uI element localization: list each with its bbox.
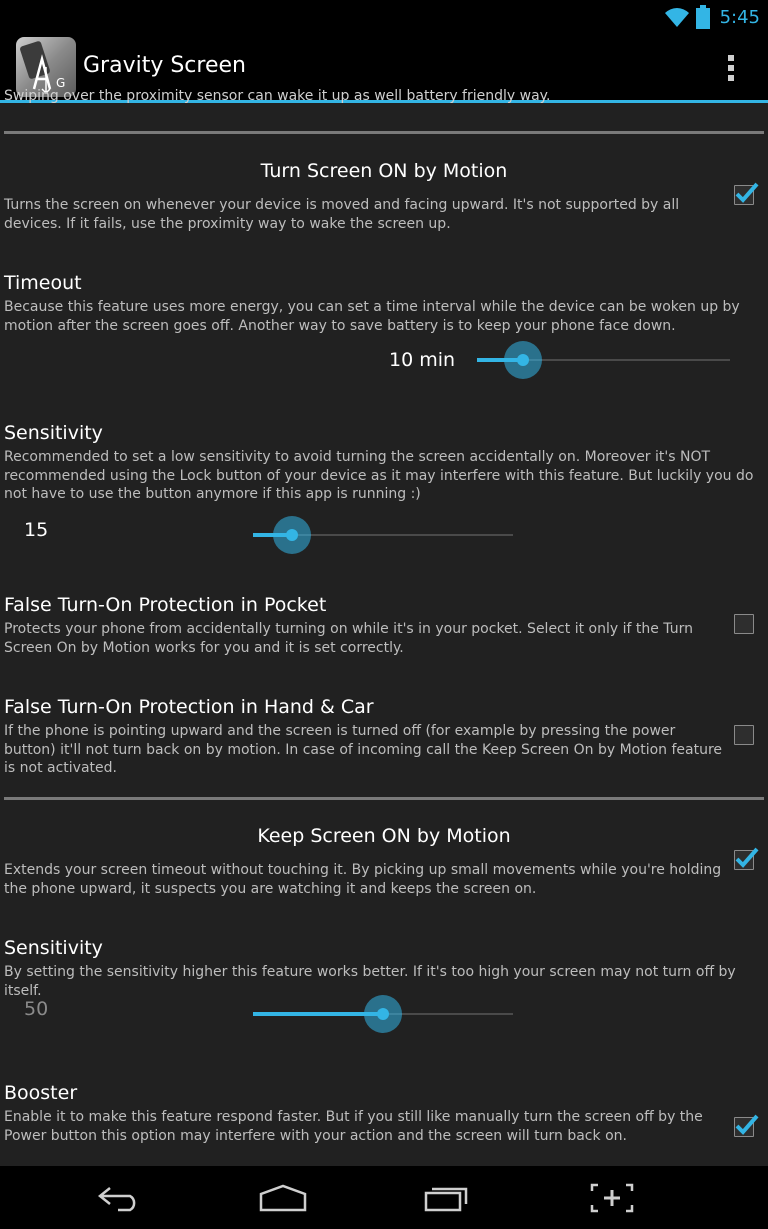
- booster-checkbox[interactable]: [734, 1117, 754, 1137]
- svg-text:G: G: [56, 76, 66, 90]
- booster-title: Booster: [4, 1082, 78, 1104]
- settings-list[interactable]: [0, 103, 768, 1166]
- keep-on-sensitivity-summary: By setting the sensitivity higher this feature works better. If it's too high your screen may not turn off by itself.: [4, 964, 736, 999]
- hand-car-protection-title: False Turn-On Protection in Hand & Car: [4, 696, 374, 718]
- keep-on-summary: Extends your screen timeout without touching it. By picking up small movements while you're holding the phone upward, it suspects you are watching it and keeps the screen on.: [4, 862, 722, 897]
- status-icons: [664, 4, 760, 30]
- keep-on-sensitivity-slider[interactable]: [253, 1013, 513, 1015]
- status-clock: 5:45: [719, 6, 760, 28]
- booster-summary: Enable it to make this feature respond faster. But if you still like manually turn the screen off by the Power button this option may interfere with your action and the screen will turn back on.: [4, 1109, 703, 1144]
- status-bar: [0, 0, 768, 33]
- pocket-protection-summary: Protects your phone from accidentally turning on while it's in your pocket. Select it only if the Turn Screen On by Motion works for you and it is set correctly.: [4, 621, 693, 656]
- turn-on-sensitivity-title: Sensitivity: [4, 422, 103, 444]
- turn-on-sensitivity-value: 15: [24, 519, 49, 541]
- wifi-icon: [664, 6, 690, 28]
- turn-on-sensitivity-slider-thumb[interactable]: [273, 516, 311, 554]
- turn-on-summary: Turns the screen on whenever your device is moved and facing upward. It's not supported by all devices. If it fails, use the proximity way to wake the screen up.: [4, 197, 680, 232]
- overflow-menu-icon[interactable]: [718, 51, 744, 85]
- back-icon[interactable]: [96, 1182, 144, 1212]
- keep-on-sensitivity-title: Sensitivity: [4, 937, 103, 959]
- timeout-value: 10 min: [389, 349, 456, 371]
- pocket-protection-title: False Turn-On Protection in Pocket: [4, 594, 327, 616]
- keep-on-header: Keep Screen ON by Motion: [257, 825, 511, 847]
- check-icon: [733, 845, 759, 871]
- check-icon: [733, 180, 759, 206]
- timeout-summary: Because this feature uses more energy, you can set a time interval while the device can be woken up by motion after the screen goes off. Another way to save battery is to keep your phone face down.: [4, 299, 740, 334]
- timeout-slider-thumb[interactable]: [504, 341, 542, 379]
- timeout-slider[interactable]: [477, 359, 730, 361]
- keep-on-sensitivity-slider-thumb[interactable]: [364, 995, 402, 1033]
- section-divider: [4, 131, 764, 134]
- pocket-protection-checkbox[interactable]: [734, 614, 754, 634]
- turn-on-checkbox[interactable]: [734, 185, 754, 205]
- check-icon: [733, 1112, 759, 1138]
- app-title: Gravity Screen: [83, 53, 246, 78]
- section-divider: [4, 797, 764, 800]
- keep-on-checkbox[interactable]: [734, 850, 754, 870]
- home-icon[interactable]: [258, 1184, 308, 1212]
- timeout-title: Timeout: [4, 272, 82, 294]
- turn-on-header: Turn Screen ON by Motion: [260, 160, 508, 182]
- recent-apps-icon[interactable]: [424, 1184, 472, 1212]
- hand-car-protection-summary: If the phone is pointing upward and the screen is turned off (for example by pressing the power button) it'll not turn back on by motion. In case of incoming call the Keep Screen On by Motion feature is not activated.: [4, 723, 723, 776]
- battery-icon: [696, 5, 710, 29]
- hand-car-protection-checkbox[interactable]: [734, 725, 754, 745]
- screenshot-icon[interactable]: [590, 1183, 634, 1213]
- keep-on-sensitivity-value: 50: [24, 998, 49, 1020]
- turn-on-sensitivity-slider[interactable]: [253, 534, 513, 536]
- turn-on-sensitivity-summary: Recommended to set a low sensitivity to avoid turning the screen accidentally on. Moreover it's NOT recommended using the Lock button of your device as it may interfere with this feature. But luckily you do not have to use the button anymore if this app is running :): [4, 449, 754, 502]
- partial-summary-text: Swiping over the proximity sensor can wake it up as well battery friendly way.: [4, 88, 551, 104]
- navigation-bar: [0, 1166, 768, 1229]
